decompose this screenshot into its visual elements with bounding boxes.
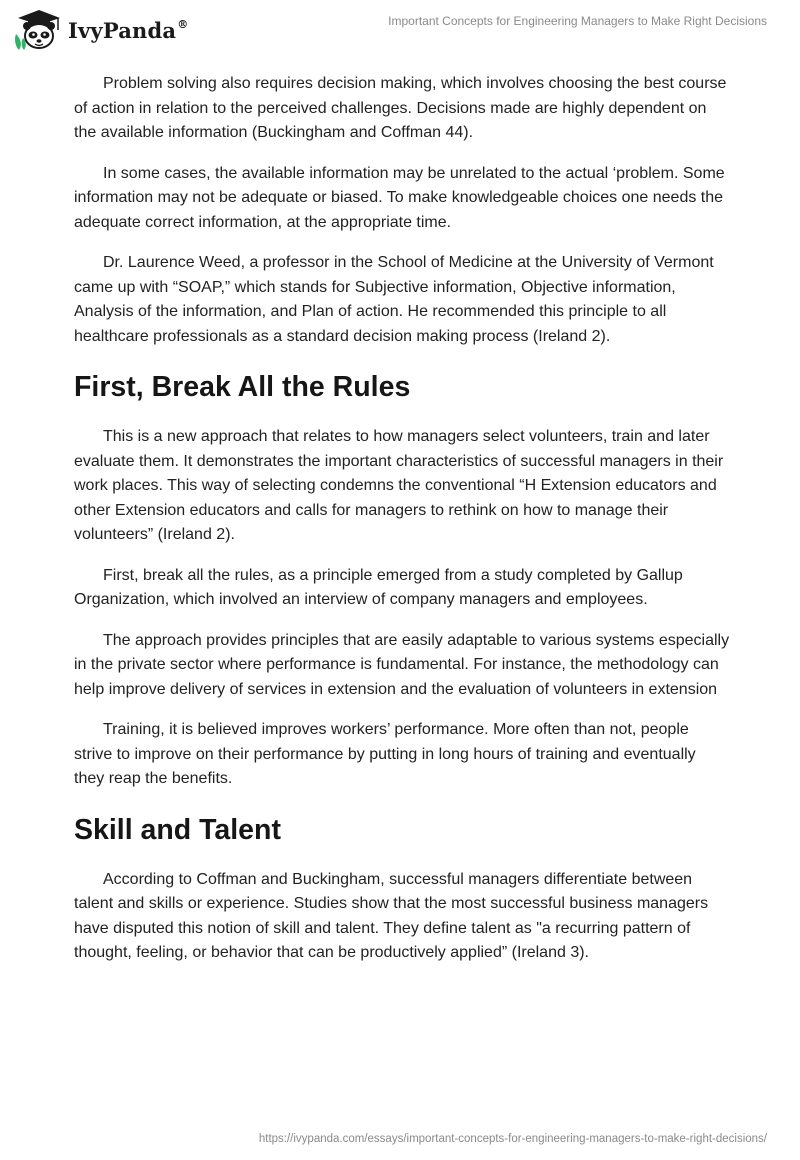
document-body	[74, 72, 730, 982]
section-heading: Skill and Talent	[74, 813, 281, 846]
paragraph: Dr. Laurence Weed, a professor in the School of Medicine at the University of Vermont came up with “SOAP,” which stands for Subjective information, Objective information, Analysis of the information, and Plan of action. He recommended this principle to all healthcare professionals as a standard decision making process (Ireland 2).	[74, 254, 714, 345]
source-url-link[interactable]: https://ivypanda.com/essays/important-concepts-for-engineering-managers-to-make-right-decisions/	[258, 1133, 767, 1145]
paragraph: Training, it is believed improves workers’ performance. More often than not, people strive to improve on their performance by putting in long hours of training and eventually they reap the benefits.	[74, 721, 696, 787]
paragraph: In some cases, the available information may be unrelated to the actual ‘problem. Some information may not be adequate or biased. To make knowledgeable choices one needs the adequate correct information, at the appropriate time.	[74, 164, 725, 231]
ivypanda-logo[interactable]	[14, 8, 188, 52]
paragraph: This is a new approach that relates to how managers select volunteers, train and later evaluate them. It demonstrates the important characteristics of successful managers in their work places. This way of selecting condemns the conventional “H Extension educators and other Extension educators and calls for managers to rethink on how to manage their volunteers” (Ireland 2).	[74, 428, 724, 543]
section-heading: First, Break All the Rules	[74, 371, 411, 403]
document-title: Important Concepts for Engineering Managers to Make Right Decisions	[388, 14, 767, 28]
paragraph: According to Coffman and Buckingham, successful managers differentiate between talent and skills or experience. Studies show that the most successful business managers have disputed this notion of skill and talent. They define talent as "a recurring pattern of thought, feeling, or behavior that can be productively applied” (Ireland 3).	[74, 870, 709, 961]
registered-mark: ®	[177, 17, 189, 31]
paragraph: Problem solving also requires decision making, which involves choosing the best course of action in relation to the perceived challenges. Decisions made are highly dependent on the available information (Buckingham and Coffman 44).	[74, 75, 727, 141]
panda-graduation-cap-icon	[14, 8, 64, 52]
brand-name-text: IvyPanda	[68, 17, 177, 43]
paragraph: First, break all the rules, as a principle emerged from a study completed by Gallup Organization, which involved an interview of company managers and employees.	[74, 566, 683, 608]
brand-name	[68, 18, 188, 43]
paragraph: The approach provides principles that are easily adaptable to various systems especially in the private sector where performance is fundamental. For instance, the methodology can help improve delivery of services in extension and the evaluation of volunteers in extension	[74, 631, 730, 698]
